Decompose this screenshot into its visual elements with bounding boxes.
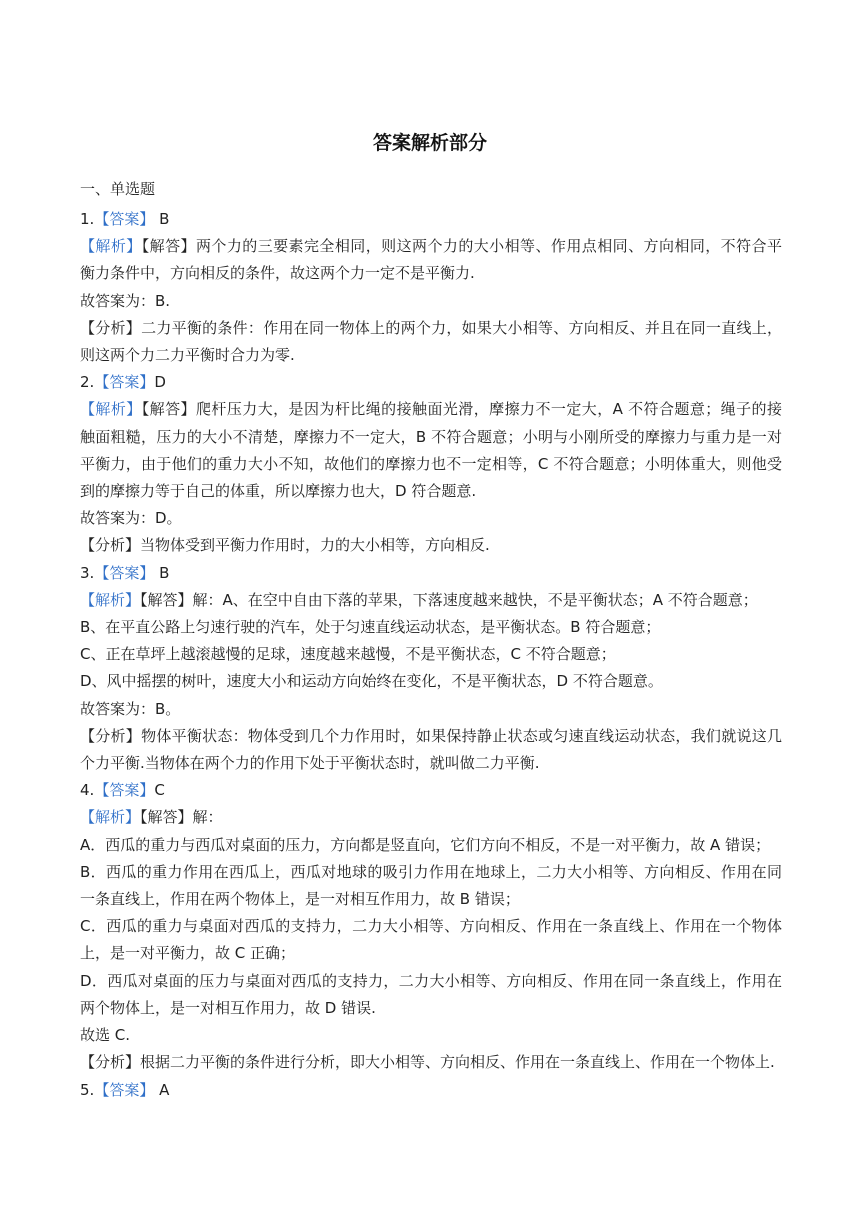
answer-line [80,369,782,396]
text-line: 两个物体上，是一对相互作用力，故 D 错误. [80,998,376,1017]
answer-tag: 【答案】 [94,563,155,582]
answer-value: C [154,781,165,800]
answer-line [80,560,782,587]
text-line: 【分析】根据二力平衡的条件进行分析，即大小相等、方向相反、作用在一条直线上、作用在一个物体上. [80,1053,775,1072]
answer-value: B [154,563,170,582]
answer-line [80,777,782,804]
question-number: 5. [80,1080,95,1099]
page-title: 答案解析部分 [372,132,487,154]
explanation-tag: 【解析】 [80,808,141,827]
answer-value: D [154,373,166,392]
text-line: A．西瓜的重力与西瓜对桌面的压力，方向都是竖直向，它们方向不相反，不是一对平衡力，故 A 错误； [80,835,771,854]
explanation-line [80,233,782,260]
text-line: 【分析】当物体受到平衡力作用时，力的大小相等，方向相反. [80,536,490,555]
text-line: C．西瓜的重力与桌面对西瓜的支持力，二力大小相等、方向相反、作用在一条直线上、作用在一个物体 [80,917,782,936]
text-line: D．西瓜对桌面的压力与桌面对西瓜的支持力，二力大小相等、方向相反、作用在同一条直线上，作用在 [80,971,782,990]
answer-body [80,206,782,1104]
answer-value: A [154,1080,170,1099]
explanation-text: 【解答】解： [140,808,223,827]
question-number: 2. [80,373,95,392]
answer-line [80,206,782,233]
text-line: C、正在草坪上越滚越慢的足球，速度越来越慢，不是平衡状态，C 不符合题意； [80,645,616,664]
explanation-text: 【解答】解：A、在空中自由下落的苹果，下落速度越来越快，不是平衡状态；A 不符合题意； [140,590,758,609]
answer-line [80,1077,782,1104]
text-line: 故答案为：D。 [80,509,182,528]
text-line: 平衡力，由于他们的重力大小不知，故他们的摩擦力也不一定相等，C 不符合题意；小明体重大，则他受 [80,454,782,473]
text-line: 衡力条件中，方向相反的条件，故这两个力一定不是平衡力. [80,264,475,283]
explanation-text: 【解答】爬杆压力大，是因为杆比绳的接触面光滑，摩擦力不一定大，A 不符合题意；绳子的接 [141,400,782,419]
explanation-line [80,396,782,423]
text-line: 上，是一对平衡力，故 C 正确； [80,944,296,963]
text-line: D、风中摇摆的树叶，速度大小和运动方向始终在变化，不是平衡状态，D 不符合题意。 [80,672,663,691]
text-line: 故答案为：B. [80,291,171,310]
text-line: 一条直线上，作用在两个物体上，是一对相互作用力，故 B 错误； [80,890,520,909]
text-line: B、在平直公路上匀速行驶的汽车，处于匀速直线运动状态，是平衡状态。B 符合题意； [80,618,661,637]
explanation-tag: 【解析】 [80,237,142,256]
explanation-text: 【解答】两个力的三要素完全相同，则这两个力的大小相等、作用点相同、方向相同，不符合平 [141,237,782,256]
question-number: 4. [80,781,95,800]
answer-tag: 【答案】 [94,210,155,228]
explanation-line [80,587,782,614]
question-number: 3. [80,563,95,582]
question-number: 1. [80,210,95,228]
text-line: 个力平衡.当物体在两个力的作用下处于平衡状态时，就叫做二力平衡. [80,754,540,773]
explanation-tag: 【解析】 [80,590,141,609]
text-line: 故答案为：B。 [80,699,181,718]
section-heading: 一、单选题 [80,180,156,198]
answer-tag: 【答案】 [94,1080,155,1099]
answer-tag: 【答案】 [94,781,155,800]
text-line: B．西瓜的重力作用在西瓜上，西瓜对地球的吸引力作用在地球上，二力大小相等、方向相反、作用在同 [80,862,782,881]
text-line: 【分析】物体平衡状态：物体受到几个力作用时，如果保持静止状态或匀速直线运动状态，我们就说这几 [80,726,782,745]
answer-tag: 【答案】 [94,373,155,392]
text-line: 到的摩擦力等于自己的体重，所以摩擦力也大，D 符合题意. [80,482,477,501]
answer-value: B [154,210,170,228]
explanation-tag: 【解析】 [80,400,142,419]
explanation-line [80,804,782,831]
text-line: 【分析】二力平衡的条件：作用在同一物体上的两个力，如果大小相等、方向相反、并且在同一直线上， [80,318,782,337]
text-line: 则这两个力二力平衡时合力为零. [80,346,295,365]
text-line: 故选 C. [80,1026,131,1045]
text-line: 触面粗糙，压力的大小不清楚，摩擦力不一定大，B 不符合题意；小明与小刚所受的摩擦力与重力是一对 [80,427,782,446]
